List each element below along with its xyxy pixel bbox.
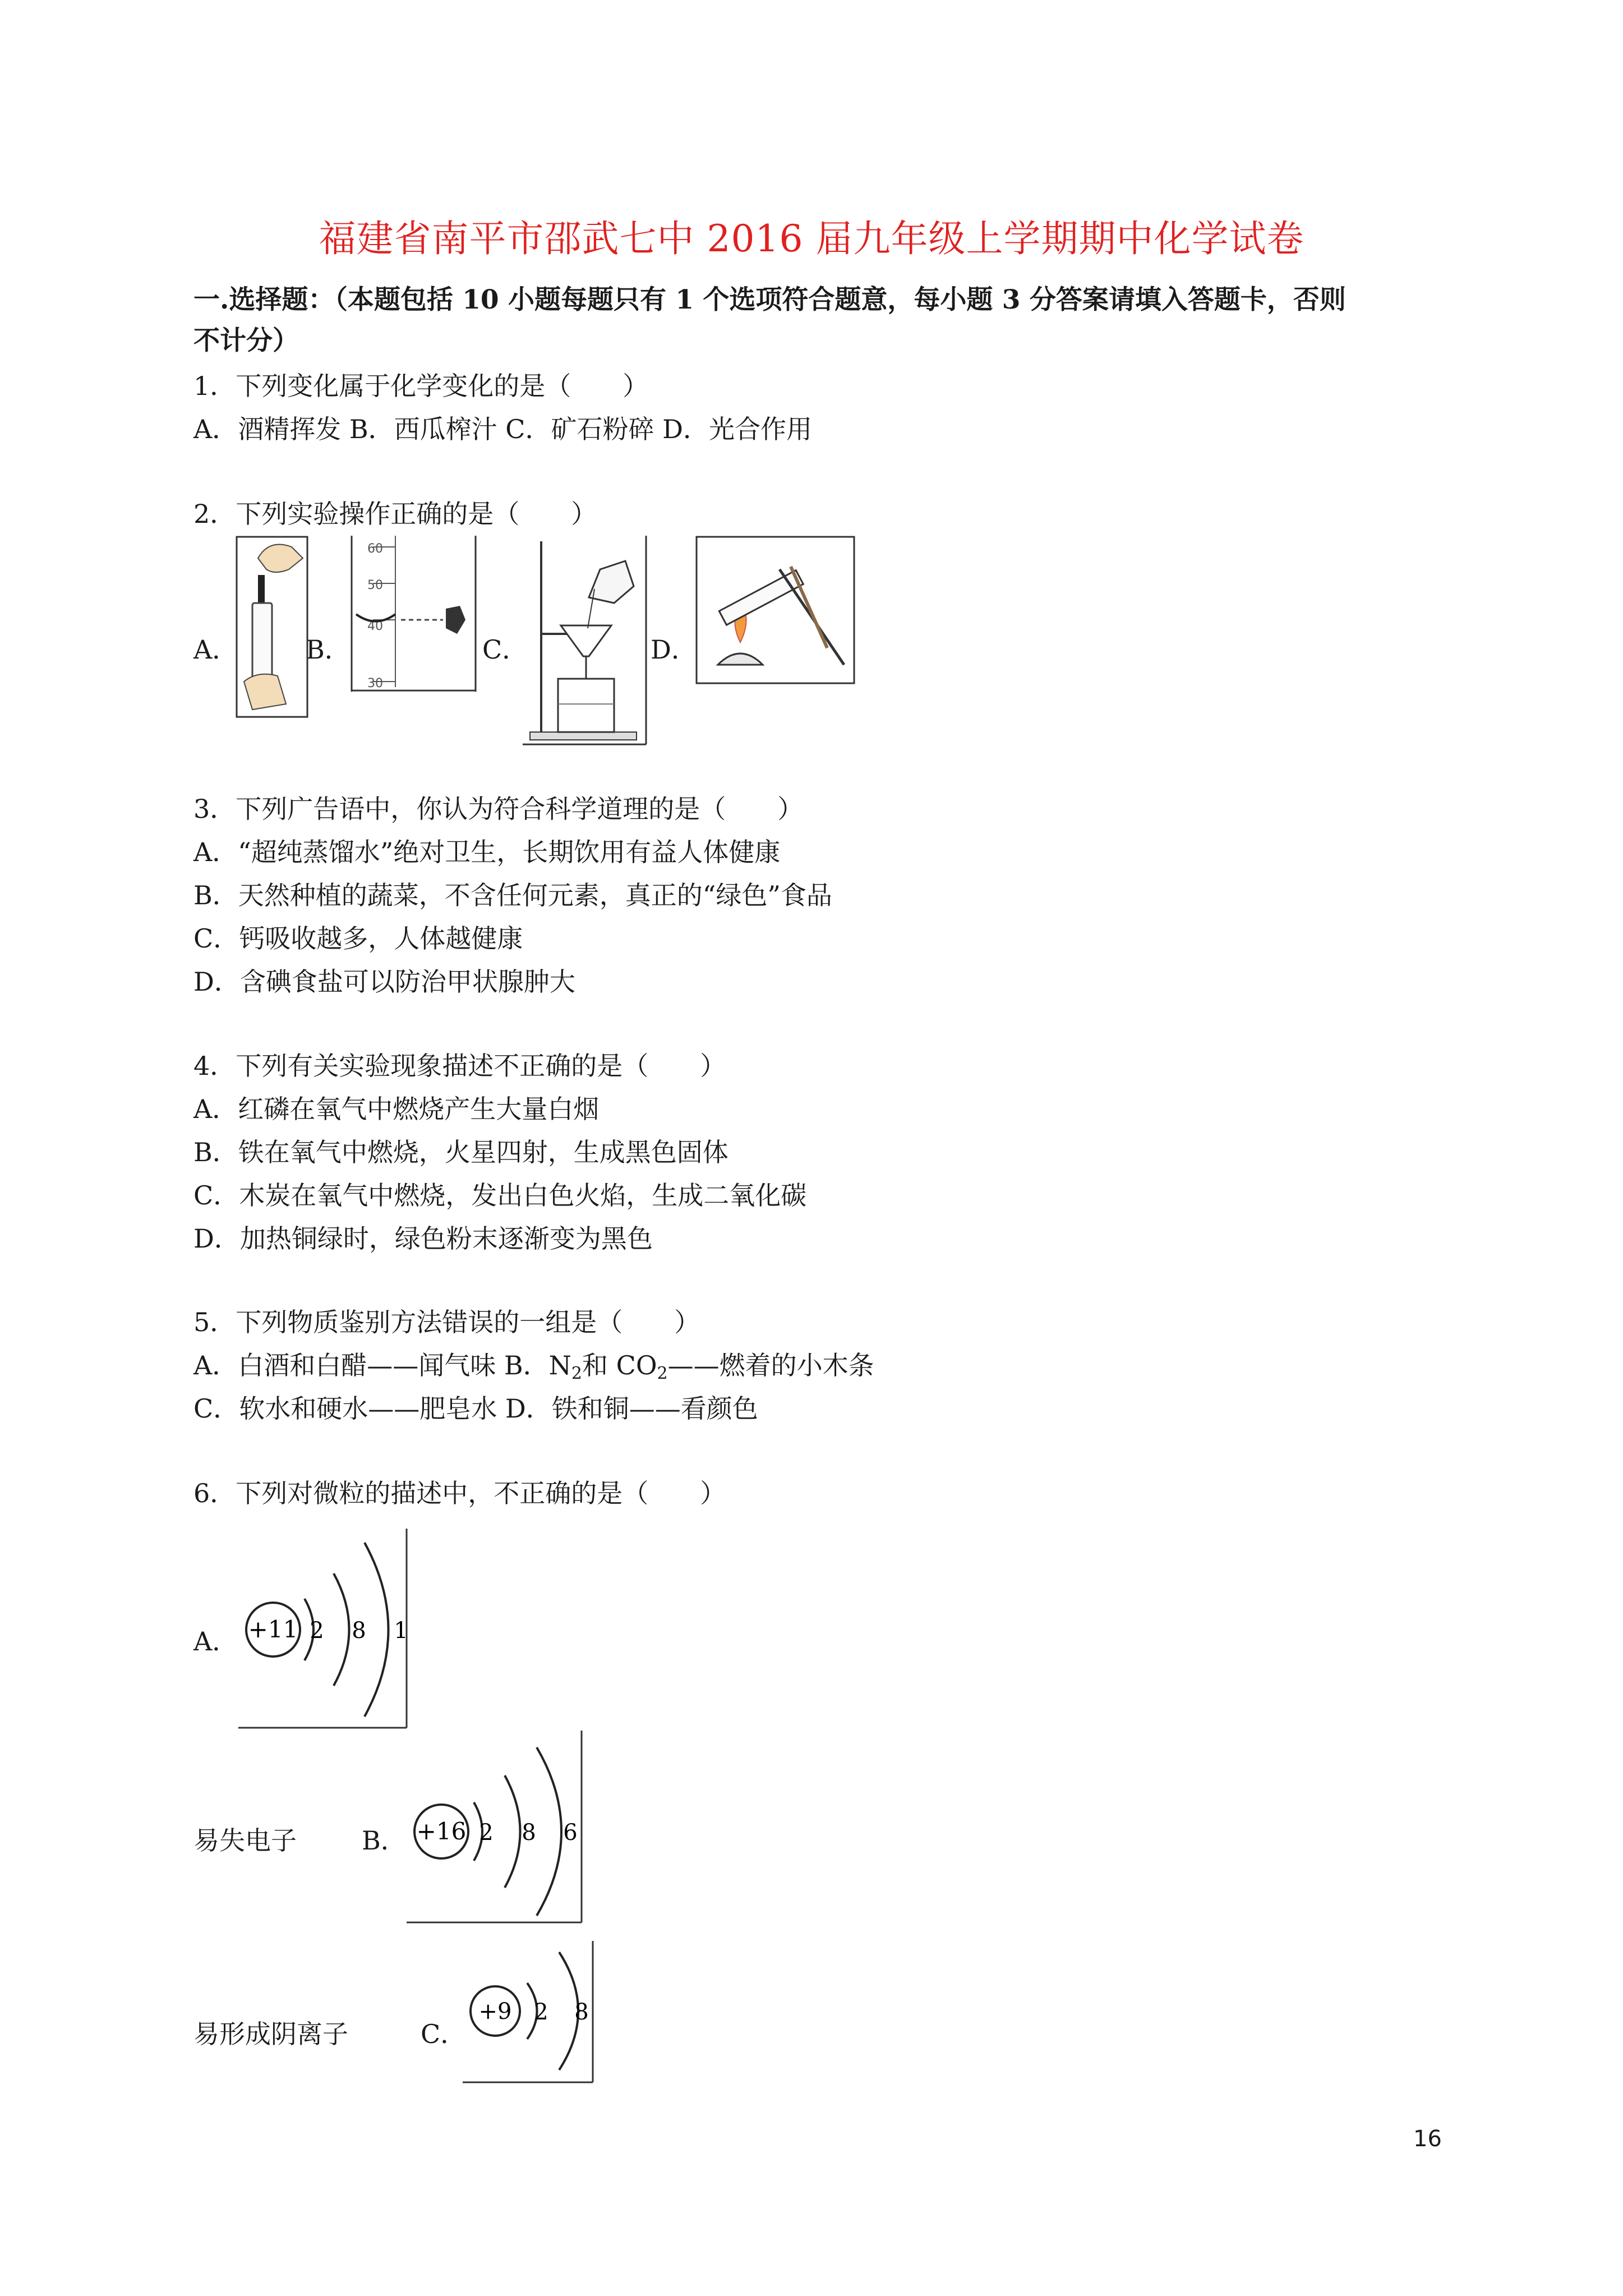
q2-label-b: B． xyxy=(306,634,351,665)
q2-figure-filtration xyxy=(522,536,648,746)
q3-option-b: B．天然种植的蔬菜，不含任何元素，真正的“绿色”食品 xyxy=(193,880,832,910)
section-heading: 一.选择题：（本题包括 10 小题每题只有 1 个选项符合题意，每小题 3 分答案请填入答题卡，否则 xyxy=(193,284,1346,315)
q6-atom-diagram-a xyxy=(238,1529,409,1731)
q5-options-row1 xyxy=(193,1349,874,1391)
q1-stem: 1．下列变化属于化学变化的是（ ） xyxy=(193,371,649,401)
q5-option-b xyxy=(504,1350,874,1381)
cylinder-tick-40: 40 xyxy=(367,619,383,633)
q2-stem: 2．下列实验操作正确的是（ ） xyxy=(193,499,597,529)
q6-b-shell-2: 8 xyxy=(522,1820,536,1846)
q6-a-nucleus: +11 xyxy=(248,1616,298,1643)
q3-stem: 3．下列广告语中，你认为符合科学道理的是（ ） xyxy=(193,794,804,824)
q6-b-nucleus: +16 xyxy=(416,1818,467,1845)
q5-option-b-sub1: 2 xyxy=(571,1364,583,1383)
q4-stem: 4．下列有关实验现象描述不正确的是（ ） xyxy=(193,1051,726,1081)
q5-option-a: A．白酒和白醋——闻气味 xyxy=(193,1350,496,1381)
q6-b-shell-1: 2 xyxy=(479,1820,494,1846)
q3-option-d: D．含碘食盐可以防治甲状腺肿大 xyxy=(193,967,575,997)
q4-option-b: B．铁在氧气中燃烧，火星四射，生成黑色固体 xyxy=(193,1137,728,1167)
q6-a-shell-2: 8 xyxy=(352,1618,366,1644)
q5-options-row2 xyxy=(193,1392,758,1425)
q6-label-c: C． xyxy=(421,2019,467,2049)
q5-option-c: C．软水和硬水——肥皂水 xyxy=(193,1393,497,1424)
q6-c-nucleus: +9 xyxy=(478,1999,512,2024)
q2-figure-heating xyxy=(695,536,855,684)
page-number: 16 xyxy=(1413,2126,1442,2152)
q6-a-shell-1: 2 xyxy=(310,1618,324,1644)
q2-figure-dropper xyxy=(236,536,308,718)
q6-label-b: B． xyxy=(362,1825,407,1856)
q5-option-d: D．铁和铜——看颜色 xyxy=(505,1393,758,1424)
q3-option-a: A．“超纯蒸馏水”绝对卫生，长期饮用有益人体健康 xyxy=(193,837,781,867)
q3-option-c: C．钙吸收越多，人体越健康 xyxy=(193,923,523,954)
q6-c-shell-1: 2 xyxy=(534,1999,548,2025)
q5-option-b-sub2: 2 xyxy=(657,1364,668,1383)
cylinder-tick-30: 30 xyxy=(367,677,383,691)
q5-stem: 5．下列物质鉴别方法错误的一组是（ ） xyxy=(193,1307,700,1337)
q5-option-b-prefix: B．N xyxy=(504,1350,571,1381)
q2-figure-cylinder xyxy=(351,536,477,693)
q6-atom-diagram-b xyxy=(407,1731,583,1924)
cylinder-tick-50: 50 xyxy=(367,578,383,592)
q6-stem: 6．下列对微粒的描述中，不正确的是（ ） xyxy=(193,1478,726,1508)
q2-label-d: D． xyxy=(651,634,697,665)
q1-options: A．酒精挥发 B．西瓜榨汁 C．矿石粉碎 D．光合作用 xyxy=(193,414,812,444)
q6-a-description: 易失电子 xyxy=(193,1825,297,1856)
q2-label-a: A． xyxy=(193,634,238,665)
q2-label-c: C． xyxy=(482,634,528,665)
section-heading-cont: 不计分） xyxy=(193,325,299,356)
q6-label-a: A． xyxy=(193,1626,238,1657)
q4-option-d: D．加热铜绿时，绿色粉末逐渐变为黑色 xyxy=(193,1223,653,1254)
cylinder-tick-60: 60 xyxy=(367,542,383,556)
q6-atom-diagram-c xyxy=(463,1941,594,2084)
q4-option-a: A．红磷在氧气中燃烧产生大量白烟 xyxy=(193,1094,600,1124)
q5-option-b-mid: 和 CO xyxy=(582,1350,657,1381)
q6-a-shell-3: 1 xyxy=(394,1618,408,1644)
q6-b-shell-3: 6 xyxy=(563,1820,578,1846)
q5-option-b-suffix: ——燃着的小木条 xyxy=(667,1350,874,1381)
q6-b-description: 易形成阴离子 xyxy=(193,2019,348,2049)
q4-option-c: C．木炭在氧气中燃烧，发出白色火焰，生成二氧化碳 xyxy=(193,1180,807,1211)
q6-c-shell-2: 8 xyxy=(574,1999,589,2025)
document-title: 福建省南平市邵武七中 2016 届九年级上学期期中化学试卷 xyxy=(319,217,1304,260)
